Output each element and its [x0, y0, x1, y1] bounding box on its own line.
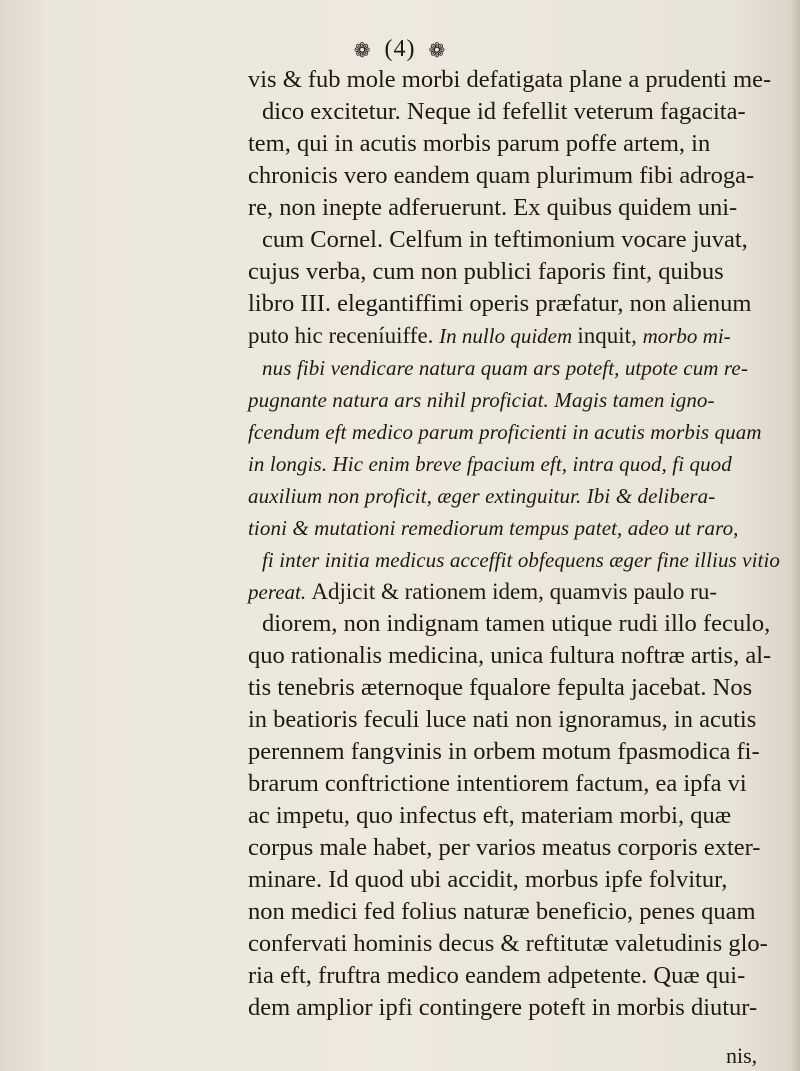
- text-line: [248, 320, 778, 352]
- text-line: re, non inepte adferuerunt. Ex quibus quidem uni-: [248, 194, 738, 221]
- italic-span: pereat.: [248, 580, 312, 604]
- text-line: tioni & mutationi remediorum tempus patet, adeo ut raro,: [248, 516, 739, 540]
- page-number: (4): [384, 36, 416, 62]
- text-line: vis & fub mole morbi defatigata plane a prudenti me-: [248, 66, 772, 93]
- text-line: pugnante natura ars nihil proficiat. Magis tamen igno-: [248, 388, 715, 412]
- text-line: cum Cornel. Celfum in teftimonium vocare juvat,: [262, 226, 748, 253]
- text-line: dico excitetur. Neque id fefellit veterum fagacita-: [262, 98, 746, 125]
- text-line: in longis. Hic enim breve fpacium eft, intra quod, fi quod: [248, 452, 732, 476]
- text-line: quo rationalis medicina, unica fultura noftræ artis, al-: [248, 642, 772, 669]
- text-line: confervati hominis decus & reftitutæ valetudinis glo-: [248, 930, 768, 957]
- text-line: brarum conftrictione intentiorem factum, ea ipfa vi: [248, 770, 747, 797]
- text-line: in beatioris feculi luce nati non ignoramus, in acutis: [248, 706, 757, 733]
- text-line: non medici fed folius naturæ beneficio, penes quam: [248, 898, 756, 925]
- text-line: fi inter initia medicus acceffit obfequens æger fine illius vitio: [262, 548, 781, 572]
- text-line: tis tenebris æternoque fqualore fepulta jacebat. Nos: [248, 674, 753, 701]
- fleuron-ornament-right: ❁: [428, 39, 447, 62]
- text-line: corpus male habet, per varios meatus corporis exter-: [248, 834, 761, 861]
- page-header: [0, 36, 800, 63]
- text-line: dem amplior ipfi contingere poteft in morbis diutur-: [248, 994, 758, 1021]
- roman-span: Adjicit & rationem idem, quamvis paulo ru-: [311, 579, 717, 604]
- italic-span: morbo mi-: [642, 324, 731, 348]
- catchword: nis,: [726, 1043, 758, 1068]
- text-line: [248, 576, 778, 608]
- page-edge-shadow: [790, 0, 800, 1071]
- text-line: minare. Id quod ubi accidit, morbus ipfe folvitur,: [248, 866, 728, 893]
- text-line: chronicis vero eandem quam plurimum fibi adroga-: [248, 162, 755, 189]
- roman-span: inquit,: [577, 323, 643, 348]
- text-line: auxilium non proficit, æger extinguitur. Ibi & delibera-: [248, 484, 716, 508]
- body-text: [248, 64, 781, 1024]
- text-line: perennem fangvinis in orbem motum fpasmodica fi-: [248, 738, 760, 765]
- roman-span: puto hic receníuiffe.: [248, 323, 440, 348]
- text-line: diorem, non indignam tamen utique rudi illo feculo,: [262, 610, 771, 637]
- fleuron-ornament-left: ❁: [353, 39, 372, 62]
- text-line: libro III. elegantiffimi operis præfatur, non alienum: [248, 290, 752, 317]
- text-line: tem, qui in acutis morbis parum poffe artem, in: [248, 130, 711, 157]
- text-line: cujus verba, cum non publici faporis fint, quibus: [248, 258, 724, 285]
- text-line: ria eft, fruftra medico eandem adpetente. Quæ qui-: [248, 962, 746, 989]
- text-line: nus fibi vendicare natura quam ars poteft, utpote cum re-: [262, 356, 748, 380]
- text-line: ac impetu, quo infectus eft, materiam morbi, quæ: [248, 802, 732, 829]
- text-line: fcendum eft medico parum proficienti in acutis morbis quam: [248, 420, 762, 444]
- italic-span: In nullo quidem: [439, 324, 578, 348]
